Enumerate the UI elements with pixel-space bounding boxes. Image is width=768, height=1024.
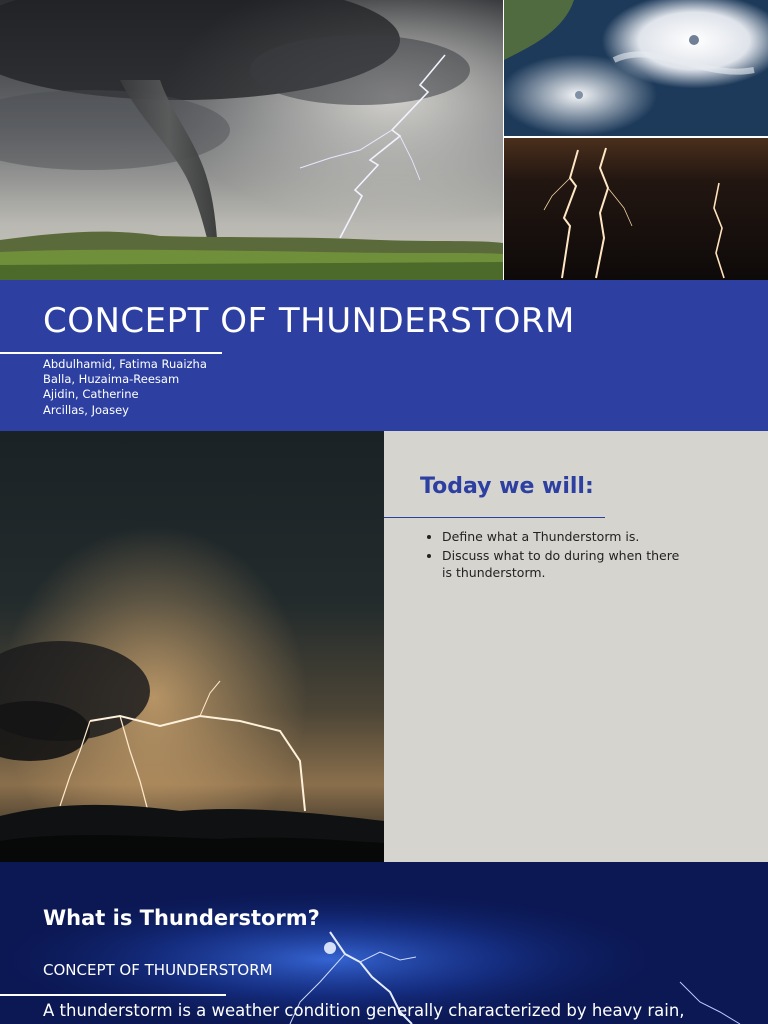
blue-lightning-photo (0, 862, 768, 1024)
author-name: Ajidin, Catherine (43, 387, 139, 402)
tornado-photo (0, 0, 503, 280)
definition-divider (0, 994, 226, 996)
storm-lightning-photo (0, 431, 384, 862)
presentation-title: CONCEPT OF THUNDERSTORM (43, 301, 575, 341)
slide-agenda (0, 431, 768, 862)
lightning-strikes-photo (504, 138, 768, 280)
slide-title (0, 0, 768, 431)
agenda-item: • Define what a Thunderstorm is. (442, 528, 692, 546)
author-name: Balla, Huzaima-Reesam (43, 372, 180, 387)
author-name: Abdulhamid, Fatima Ruaizha (43, 357, 207, 371)
agenda-list (426, 528, 692, 583)
definition-subtitle: CONCEPT OF THUNDERSTORM (43, 961, 273, 979)
hurricane-satellite-photo (504, 0, 768, 136)
agenda-heading: Today we will: (420, 474, 594, 499)
author-list (43, 357, 207, 418)
definition-heading: What is Thunderstorm? (43, 906, 320, 930)
definition-text: A thunderstorm is a weather condition generally characterized by heavy rain, (43, 1001, 685, 1020)
author-name: Arcillas, Joasey (43, 402, 129, 417)
agenda-divider (384, 517, 605, 518)
slide-definition (0, 862, 768, 1024)
agenda-item: • Discuss what to do during when there is thunderstorm. (442, 547, 692, 582)
title-divider (0, 352, 222, 354)
